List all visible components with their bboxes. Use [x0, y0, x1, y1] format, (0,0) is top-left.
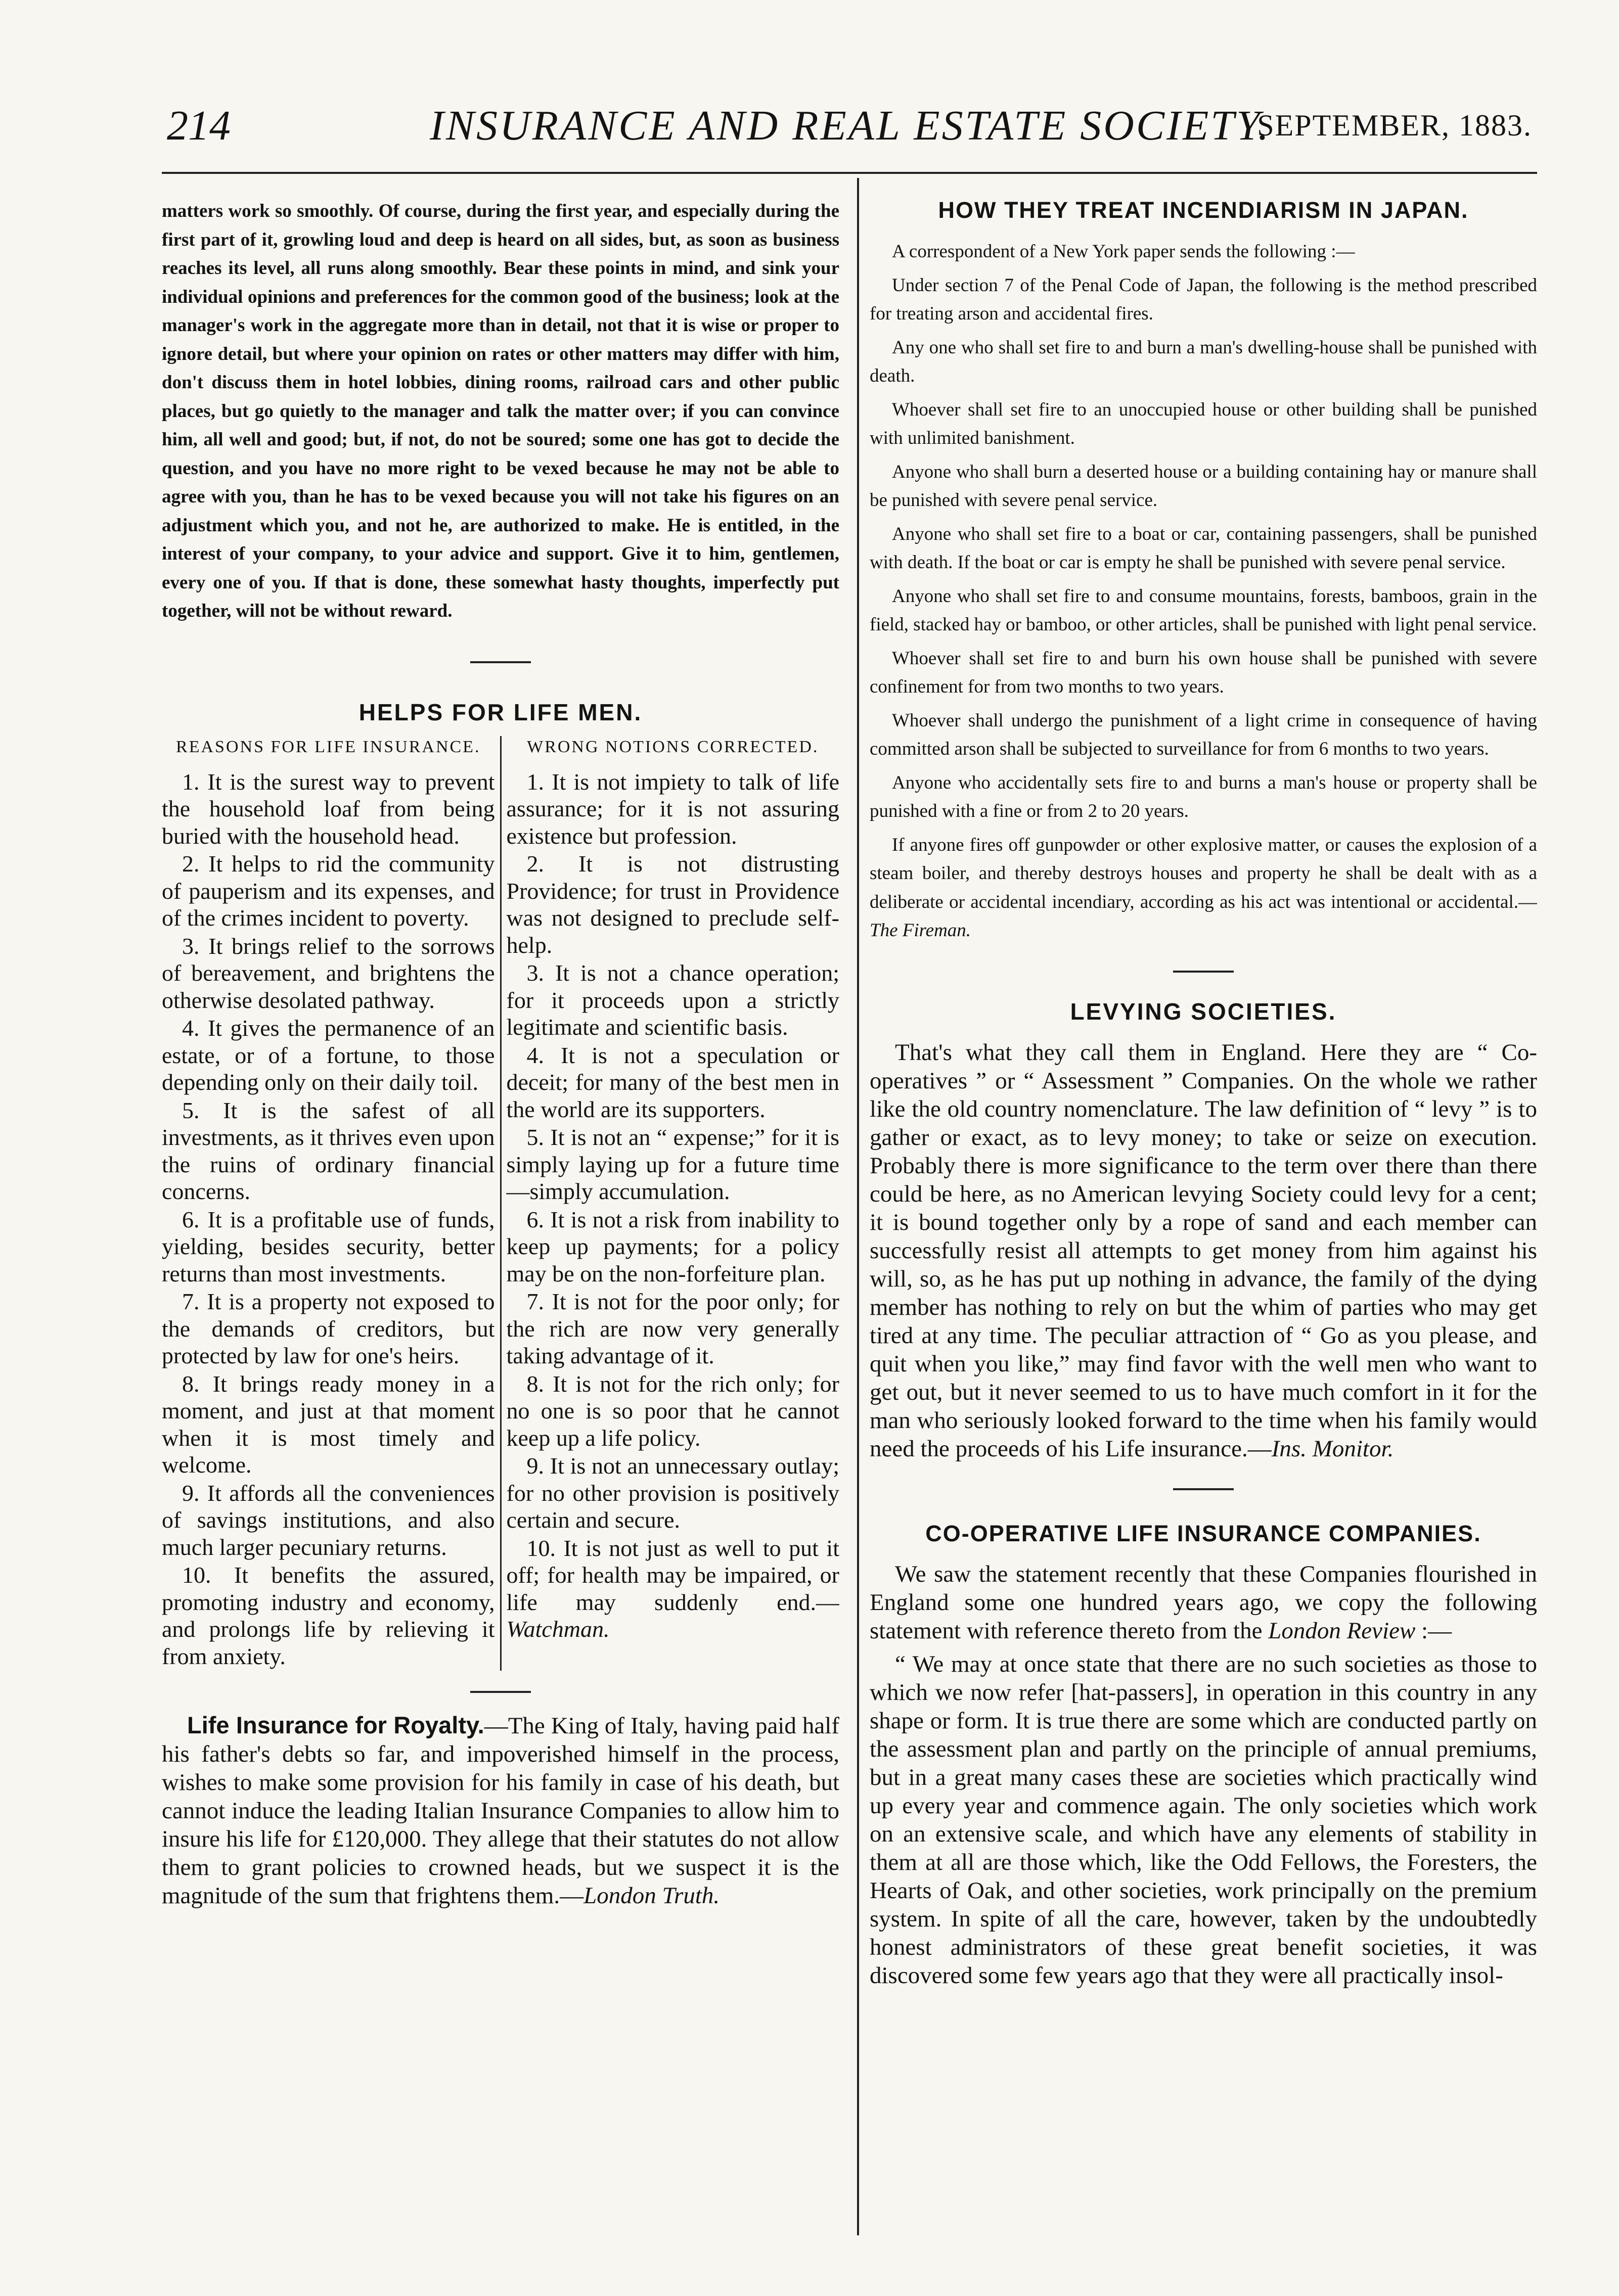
cooperative-body — [870, 1560, 1537, 1990]
japan-paragraph: Whoever shall set fire to an unoccupied house or other building shall be punished with unlimited banishment. — [870, 399, 1537, 448]
helps-column-divider — [500, 736, 502, 1671]
japan-paragraph: Anyone who shall set fire to and consume mountains, forests, bamboos, grain in the field, stacked hay or bamboo, or other articles, shall be punished with light penal service. — [870, 585, 1537, 635]
header-rule — [162, 172, 1537, 174]
source-attribution: The Fireman. — [870, 920, 971, 941]
japan-last-text: If anyone fires off gunpowder or other explosive matter, or causes the explosion of a steam boiler, and thereby destroys houses and property he shall be dealt with as a deliberate or accidental incendiary, according as his act was intentional or accidental.— — [870, 834, 1537, 912]
wrong-notion-item: 3. It is not a chance operation; for it proceeds upon a strictly legitimate and scientific basis. — [506, 960, 839, 1040]
reason-item: 10. It benefits the assured, promoting industry and economy, and prolongs life by relieving it from anxiety. — [162, 1562, 495, 1669]
japan-body — [870, 238, 1537, 945]
wrong-notion-item: 6. It is not a risk from inability to keep up payments; for a policy may be on the non-forfeiture plan. — [506, 1206, 839, 1287]
royalty-paragraph — [162, 1711, 839, 1910]
levying-text: That's what they call them in England. Here they are “ Co-operatives ” or “ Assessment ” Companies. On the whole we rather like the old country nomenclature. The law definition of “ levy ” is to gather or exact, as to levy money; to take or seize on execution. Probably there is more significance to the term over there than there could be here, as no American levying Society could levy for a cent; it is bound together only by a rope of sand and each member can successfully resist all attempts to get money from him against his will, so, as he has put up nothing in advance, the family of the dying member has nothing to rely on but the whim of parties who may get tired at any time. The peculiar attraction of “ Go as you please, and quit when you like,” may find favor with the well men who want to get out, but it never seemed to us to have much comfort in it for the man who seriously looked forward to the time when his family would need the proceeds of his Life insurance.— — [870, 1039, 1537, 1462]
japan-paragraph: Anyone who accidentally sets fire to and burns a man's house or property shall be punished with a fine or from 2 to 20 years. — [870, 772, 1537, 821]
royalty-runin-heading: Life Insurance for Royalty. — [187, 1712, 484, 1738]
wrong-notion-item: 1. It is not impiety to talk of life assurance; for it is not assuring existence but profession. — [506, 768, 839, 849]
japan-paragraph: Anyone who shall set fire to a boat or car, containing passengers, shall be punished with death. If the boat or car is empty he shall be punished with severe penal service. — [870, 523, 1537, 573]
japan-paragraph: Anyone who shall burn a deserted house or a building containing hay or manure shall be punished with severe penal service. — [870, 461, 1537, 511]
wrong-notion-item: 9. It is not an unnecessary outlay; for no other provision is positively certain and secure. — [506, 1453, 839, 1533]
source-attribution: Ins. Monitor. — [1271, 1435, 1394, 1462]
reason-item: 6. It is a profitable use of funds, yielding, besides security, better returns than most investments. — [162, 1206, 495, 1287]
royalty-article — [162, 1711, 839, 1910]
japan-heading: HOW THEY TREAT INCENDIARISM IN JAPAN. — [938, 197, 1469, 223]
wrong-notion-item: 2. It is not distrusting Providence; for trust in Providence was not designed to preclude self-help. — [506, 851, 839, 958]
levying-paragraph — [870, 1038, 1537, 1463]
helps-section — [162, 699, 839, 1671]
journal-title: INSURANCE AND REAL ESTATE SOCIETY. — [430, 102, 1271, 149]
source-attribution: Watchman. — [506, 1616, 610, 1642]
section-rule — [470, 1691, 531, 1693]
cooperative-intro — [870, 1560, 1537, 1645]
wrong-notion-text: 10. It is not just as well to put it off; for health may be impaired, or life may suddenly end. — [506, 1535, 839, 1615]
wrong-notions-column — [507, 736, 840, 1671]
continuation-article — [162, 197, 839, 626]
helps-columns — [162, 736, 839, 1671]
royalty-text: —The King of Italy, having paid half his father's debts so far, and impoverished himself in the process, wishes to make some provision for his family in case of his death, but cannot induce the leading Italian Insurance Companies to allow him to insure his life for £120,000. They allege that their statutes do not allow them to grant policies to crowned heads, but we suspect it is the magnitude of the sum that frightens them.— — [162, 1713, 839, 1909]
page-number: 214 — [167, 102, 231, 149]
reasons-heading: REASONS FOR LIFE INSURANCE. — [176, 737, 481, 756]
reason-item: 1. It is the surest way to prevent the household loaf from being buried with the household head. — [162, 768, 495, 849]
left-column — [162, 197, 839, 2260]
japan-paragraph — [870, 831, 1537, 945]
section-rule — [1173, 971, 1234, 973]
japan-article — [870, 197, 1537, 945]
source-attribution: London Truth. — [583, 1882, 720, 1909]
levying-article — [870, 998, 1537, 1463]
wrong-notion-item: 8. It is not for the rich only; for no one is so poor that he cannot keep up a life policy. — [506, 1370, 839, 1451]
section-rule — [1173, 1488, 1234, 1490]
wrong-notions-heading: WRONG NOTIONS CORRECTED. — [527, 737, 819, 756]
cooperative-intro-text: We saw the statement recently that these Companies flourished in England some one hundred years ago, we copy the following statement with reference thereto from the — [870, 1560, 1537, 1644]
wrong-notion-item: 10. It is not just as well to put it off; for health may be impaired, or life may suddenly end.—Watchman. — [506, 1535, 839, 1642]
levying-body — [870, 1038, 1537, 1463]
reason-item: 5. It is the safest of all investments, as it thrives even upon the ruins of ordinary financial concerns. — [162, 1097, 495, 1204]
helps-heading: HELPS FOR LIFE MEN. — [358, 699, 643, 725]
wrong-notion-item: 7. It is not for the poor only; for the rich are now very generally taking advantage of it. — [506, 1289, 839, 1368]
wrong-notion-item: 4. It is not a speculation or deceit; for many of the best men in the world are its supporters. — [506, 1042, 839, 1122]
page-header — [167, 101, 1532, 162]
continuation-paragraph: matters work so smoothly. Of course, during the first year, and especially during the first part of it, growling loud and deep is heard on all sides, but, as soon as business reaches its level, all runs along smoothly. Bear these points in mind, and sink your individual opinions and preferences for the common good of the business; look at the manager's work in the aggregate more than in detail, not that it is wise or proper to ignore detail, but where your opinion on rates or other matters may differ with him, don't discuss them in hotel lobbies, dining rooms, railroad cars and other public places, but go quietly to the manager and talk the matter over; if you can convince him, all well and good; but, if not, do not be soured; some one has got to decide the question, and you have no more right to be vexed because he may not be able to agree with you, than he has to be vexed because you will not take his figures on an adjustment which you, and not he, are authorized to make. He is entitled, in the interest of your company, to your advice and support. Give it to him, gentlemen, every one of you. If that is done, these somewhat hasty thoughts, imperfectly put together, will not be without reward. — [162, 201, 839, 621]
cooperative-article — [870, 1521, 1537, 1990]
column-divider — [857, 178, 859, 2235]
cooperative-quote: “ We may at once state that there are no such societies as those to which we now refer [hat-passers], in operation in this country in any shape or form. It is true there are some which are conducted partly on the assessment plan and partly on the principle of annual premiums, but in a great many cases these are societies which practically wind up every year and commence again. The only societies which work on an extensive scale, and which have any elements of stability in them at all are those which, like the Odd Fellows, the Foresters, the Hearts of Oak, and other societies, work principally on the premium system. In spite of all the care, however, taken by the undoubtedly honest administrators of these great benefit societies, it was discovered some few years ago that they were all practically insol- — [870, 1650, 1537, 1989]
issue-date: SEPTEMBER, 1883. — [1257, 109, 1532, 142]
japan-paragraph: A correspondent of a New York paper sends the following :— — [892, 241, 1355, 262]
cooperative-intro-tail: :— — [1421, 1617, 1452, 1644]
reason-item: 3. It brings relief to the sorrows of bereavement, and brightens the otherwise desolated pathway. — [162, 933, 495, 1013]
japan-paragraph: Whoever shall set fire to and burn his own house shall be punished with severe confinement for from two months to two years. — [870, 648, 1537, 697]
japan-paragraph: Under section 7 of the Penal Code of Japan, the following is the method prescribed for treating arson and accidental fires. — [870, 274, 1537, 324]
cooperative-heading: CO-OPERATIVE LIFE INSURANCE COMPANIES. — [925, 1520, 1481, 1546]
source-attribution: London Review — [1268, 1617, 1416, 1644]
reason-item: 9. It affords all the conveniences of savings institutions, and also much larger pecuniary returns. — [162, 1480, 495, 1560]
japan-paragraph: Any one who shall set fire to and burn a man's dwelling-house shall be punished with death. — [870, 337, 1537, 386]
section-rule — [470, 661, 531, 663]
reasons-column — [162, 736, 495, 1671]
reason-item: 4. It gives the permanence of an estate, or of a fortune, to those depending only on their daily toil. — [162, 1015, 495, 1095]
reason-item: 2. It helps to rid the community of pauperism and its expenses, and of the crimes incident to poverty. — [162, 851, 495, 931]
reason-item: 7. It is a property not exposed to the demands of creditors, but protected by law for one's heirs. — [162, 1289, 495, 1368]
levying-heading: LEVYING SOCIETIES. — [1070, 998, 1337, 1025]
wrong-notion-item: 5. It is not an “ expense;” for it is simply laying up for a future time—simply accumulation. — [506, 1124, 839, 1204]
japan-paragraph: Whoever shall undergo the punishment of a light crime in consequence of having committed arson shall be subjected to surveillance for from 6 months to two years. — [870, 710, 1537, 759]
right-column — [870, 197, 1537, 2260]
reason-item: 8. It brings ready money in a moment, and just at that moment when it is most timely and welcome. — [162, 1370, 495, 1478]
